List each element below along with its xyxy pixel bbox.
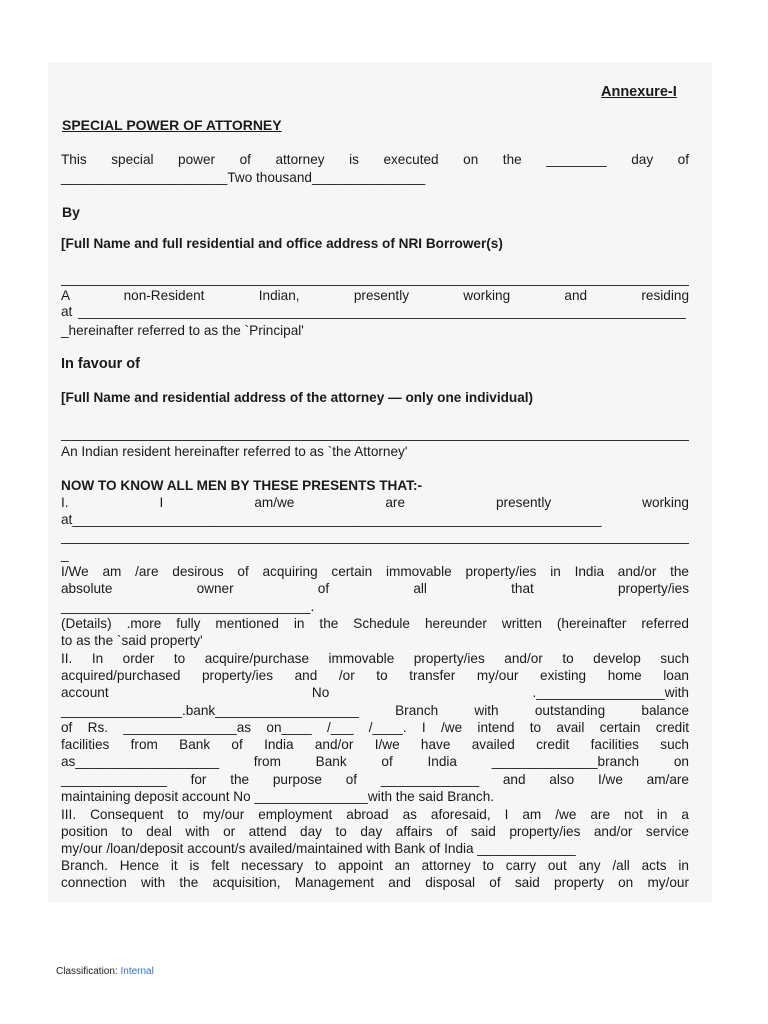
presents-heading: NOW TO KNOW ALL MEN BY THESE PRESENTS THAT:- bbox=[61, 478, 422, 493]
clause2-line-9: maintaining deposit account No _______________with the said Branch. bbox=[61, 789, 495, 804]
clause2-line-5: of Rs. _______________as on____ /___ /____. I /we intend to avail certain credit bbox=[61, 720, 689, 735]
by-heading: By bbox=[62, 204, 80, 220]
intro-line-1: This special power of attorney is executed on the ________ day of bbox=[61, 152, 689, 167]
clause1-line-8: to as the `said property' bbox=[61, 633, 203, 648]
clause2-line-1: II. In order to acquire/purchase immovable property/ies and/or to develop such bbox=[61, 651, 689, 666]
clause1-blank-line bbox=[61, 543, 689, 544]
clause1-line-5: absolute owner of all that property/ies bbox=[61, 581, 689, 596]
clause1-line-4: I/We am /are desirous of acquiring certain immovable property/ies in India and/or the bbox=[61, 564, 689, 579]
clause3-line-2: position to deal with or attend day to day affairs of said property/ies and/or service bbox=[61, 824, 689, 839]
clause3-line-4: Branch. Hence it is felt necessary to appoint an attorney to carry out any /all acts in bbox=[61, 858, 689, 873]
clause1-line-3: _ bbox=[61, 547, 69, 562]
principal-address-line bbox=[78, 318, 686, 319]
clause2-line-7: as___________________ from Bank of India ______________branch on bbox=[61, 754, 689, 769]
borrower-heading: [Full Name and full residential and office address of NRI Borrower(s) bbox=[61, 236, 503, 251]
classification-label: Classification: bbox=[56, 966, 118, 977]
attorney-heading: [Full Name and residential address of the attorney — only one individual) bbox=[61, 390, 534, 405]
clause2-line-8: ______________ for the purpose of _____________ and also I/we am/are bbox=[61, 772, 689, 787]
principal-line-2: at bbox=[61, 304, 73, 319]
clause1-line-6: _________________________________. bbox=[61, 599, 315, 614]
borrower-blank-line bbox=[61, 285, 689, 286]
clause3-line-1: III. Consequent to my/our employment abroad as aforesaid, I am /we are not in a bbox=[61, 807, 689, 822]
clause1-line-2: at______________________________________________________________________ bbox=[61, 512, 602, 527]
favour-heading: In favour of bbox=[61, 356, 140, 372]
classification-value: Internal bbox=[120, 966, 154, 977]
clause2-line-2: acquired/purchased property/ies and /or to transfer my/our existing home loan bbox=[61, 668, 689, 683]
clause2-line-6: facilities from Bank of India and/or I/we have availed credit facilities such bbox=[61, 737, 689, 752]
clause2-line-3: account No ._________________with bbox=[61, 685, 689, 700]
document-title: SPECIAL POWER OF ATTORNEY bbox=[62, 117, 282, 133]
attorney-blank-line bbox=[61, 440, 689, 441]
attorney-line: An Indian resident hereinafter referred to as `the Attorney' bbox=[61, 444, 408, 459]
classification-footer bbox=[56, 966, 154, 977]
clause3-line-5: connection with the acquisition, Management and disposal of said property on my/our bbox=[61, 875, 689, 890]
principal-line-1: A non-Resident Indian, presently working and residing bbox=[61, 288, 689, 303]
clause1-line-7: (Details) .more fully mentioned in the Schedule hereunder written (hereinafter referred bbox=[61, 616, 689, 631]
intro-line-2: ______________________Two thousand_______________ bbox=[61, 170, 426, 185]
clause2-line-4: ________________.bank___________________ Branch with outstanding balance bbox=[61, 703, 689, 718]
annexure-label: Annexure-I bbox=[601, 84, 677, 100]
principal-line-3: _hereinafter referred to as the `Principal' bbox=[61, 323, 304, 338]
clause1-line-1: I. I am/we are presently working bbox=[61, 495, 689, 510]
clause3-line-3: my/our /loan/deposit account/s availed/maintained with Bank of India _____________ bbox=[61, 841, 576, 856]
